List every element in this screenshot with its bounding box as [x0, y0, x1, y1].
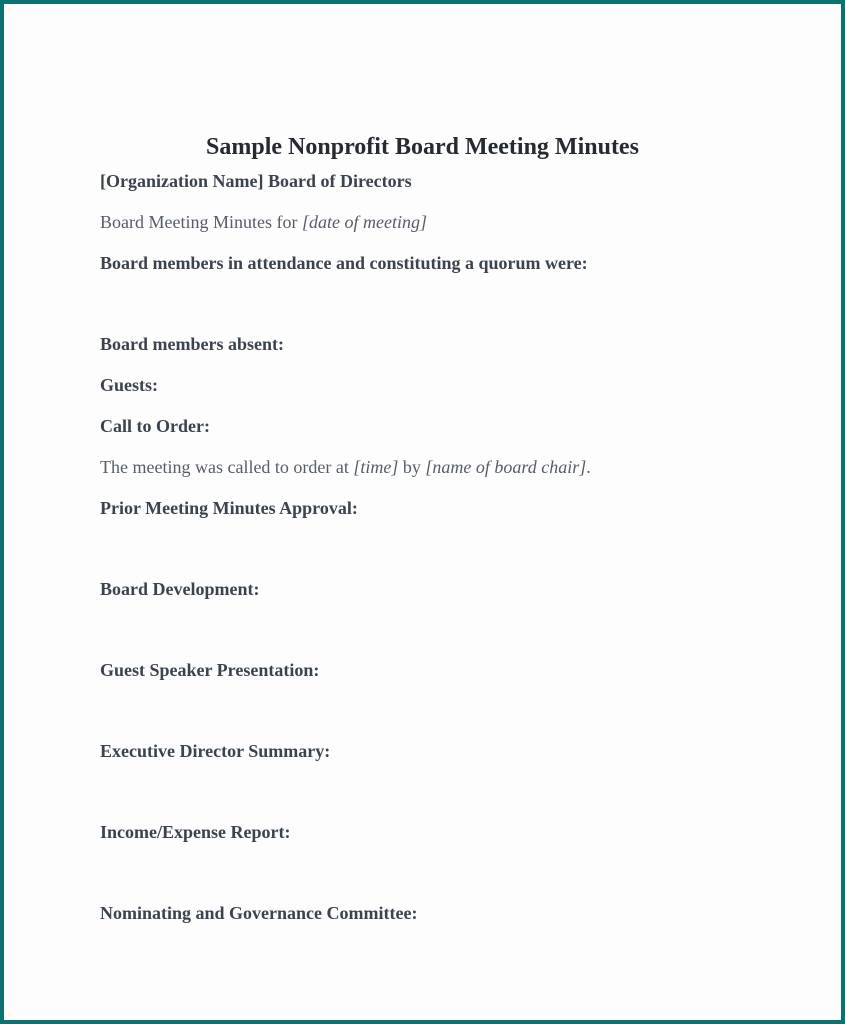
executive-director-heading: Executive Director Summary: [100, 741, 331, 761]
guests-heading: Guests: [100, 375, 158, 395]
call-to-order-part1: The meeting was called to order at [100, 457, 354, 477]
time-placeholder: [time] [353, 457, 399, 477]
date-of-meeting-placeholder: [date of meeting] [301, 212, 427, 232]
guest-speaker-heading: Guest Speaker Presentation: [100, 660, 320, 680]
call-to-order-part3: . [586, 457, 591, 477]
attendance-heading: Board members in attendance and constituting a quorum were: [100, 253, 588, 273]
call-to-order-part2: by [398, 457, 426, 477]
nominating-governance-heading: Nominating and Governance Committee: [100, 903, 418, 923]
document-title: Sample Nonprofit Board Meeting Minutes [206, 134, 639, 160]
board-chair-placeholder: [name of board chair] [425, 457, 587, 477]
call-to-order-heading: Call to Order: [100, 416, 210, 436]
absent-heading: Board members absent: [100, 334, 284, 354]
meeting-date-line [100, 212, 745, 233]
meeting-date-prefix: Board Meeting Minutes for [100, 212, 302, 232]
board-development-heading: Board Development: [100, 579, 260, 599]
organization-line: [Organization Name] Board of Directors [100, 171, 412, 191]
prior-minutes-heading: Prior Meeting Minutes Approval: [100, 498, 358, 518]
income-expense-heading: Income/Expense Report: [100, 822, 291, 842]
call-to-order-line [100, 457, 745, 478]
